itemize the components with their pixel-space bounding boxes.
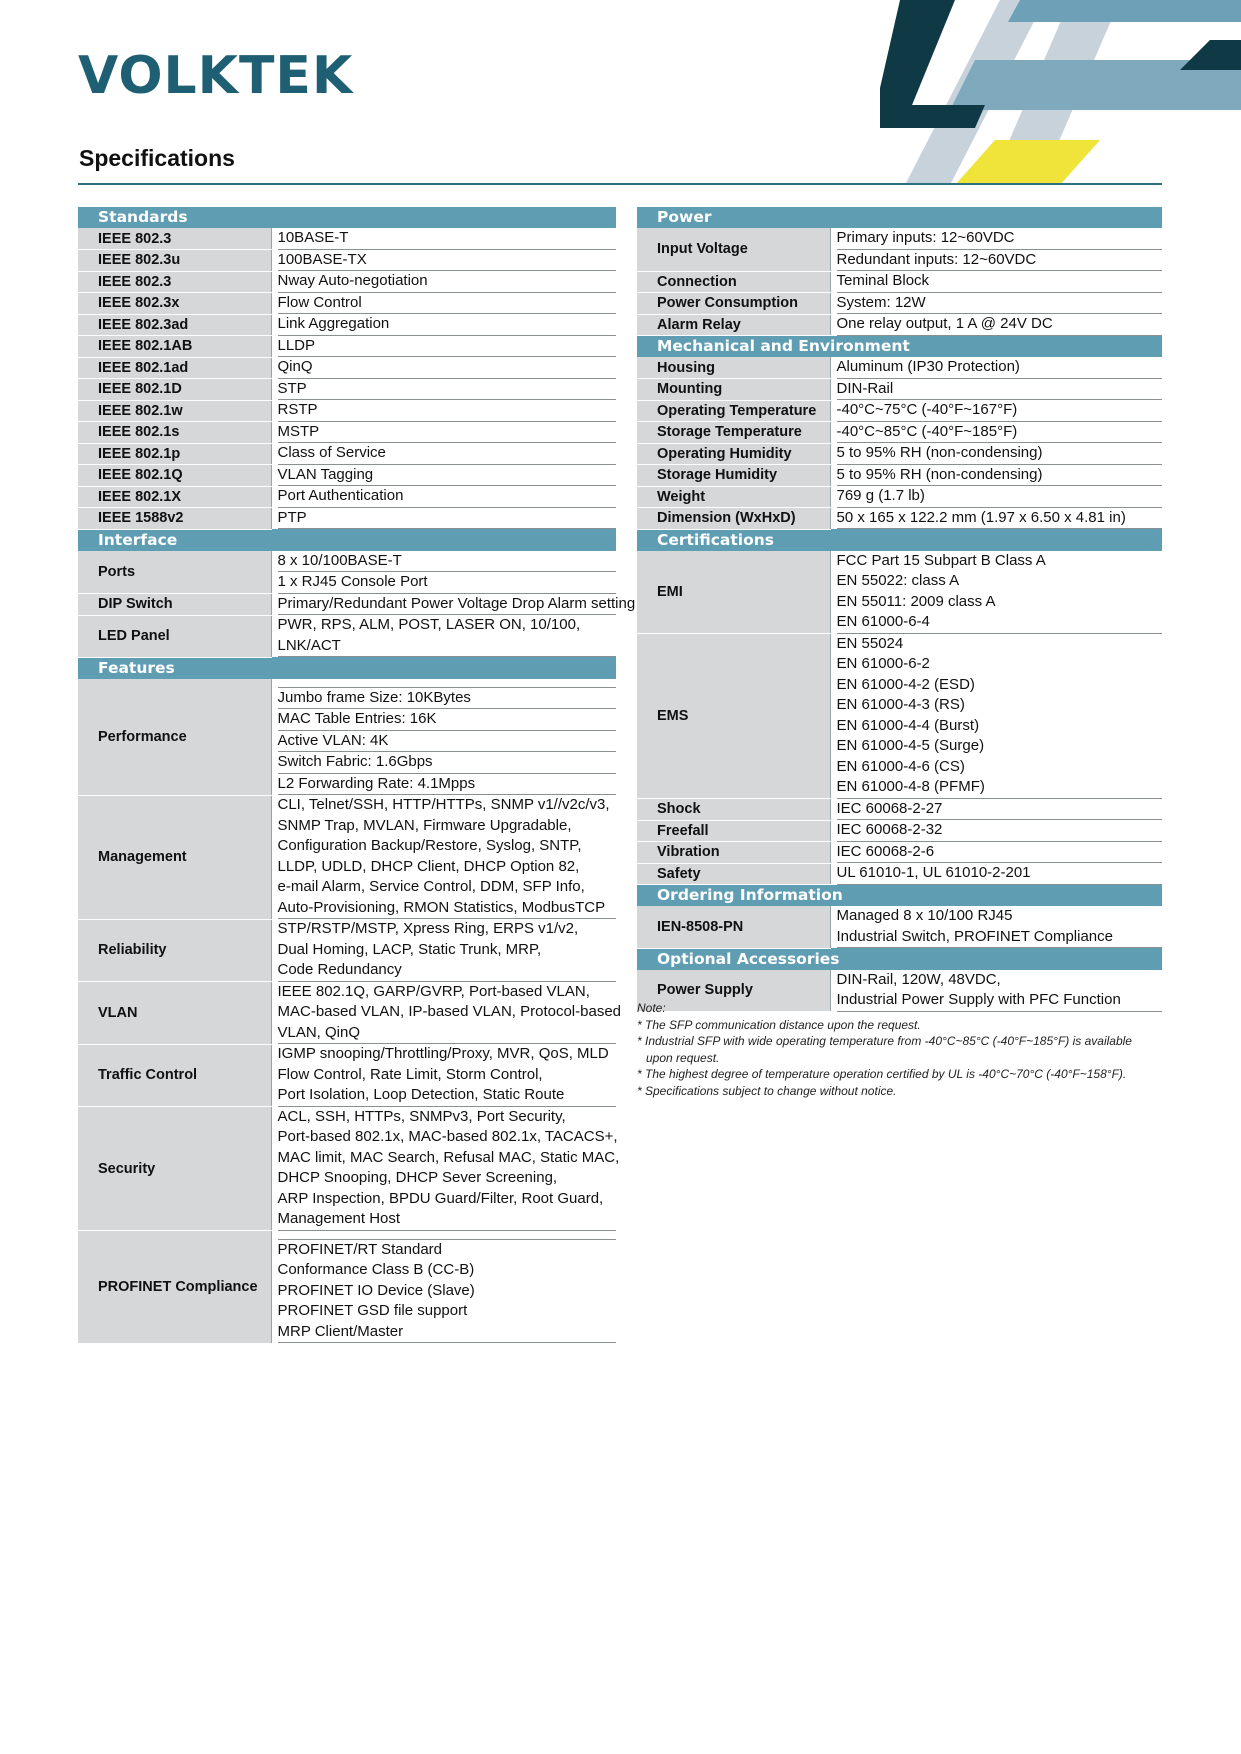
spec-value-line: Auto-Provisioning, RMON Statistics, ModbusTCP <box>278 898 617 920</box>
spec-value-line: EN 55022: class A <box>836 572 960 589</box>
spec-value <box>271 1231 616 1344</box>
section-title: Optional Accessories <box>637 948 1162 970</box>
spec-value-line: MRP Client/Master <box>278 1322 617 1344</box>
spec-value <box>271 443 616 465</box>
spec-key: VLAN <box>78 982 271 1045</box>
spec-value <box>271 919 616 982</box>
spec-value <box>271 314 616 336</box>
spec-key: Performance <box>78 679 271 796</box>
spec-row-housing <box>637 357 1162 379</box>
left-spec-column <box>78 207 636 1344</box>
spec-value-line: ARP Inspection, BPDU Guard/Filter, Root Guard, <box>277 1189 604 1207</box>
spec-value-line: EN 55024 <box>836 634 904 652</box>
spec-value-line: Flow Control, Rate Limit, Storm Control, <box>277 1065 543 1083</box>
spec-key: Storage Temperature <box>637 422 830 444</box>
spec-row-freefall <box>637 820 1162 842</box>
spec-key: IEEE 802.1s <box>78 422 271 444</box>
spec-value-line: Flow Control <box>278 293 617 315</box>
spec-value <box>271 357 616 379</box>
spec-value <box>271 615 616 657</box>
spec-value-line: 769 g (1.7 lb) <box>837 486 1163 508</box>
spec-row-led-panel <box>78 615 616 657</box>
spec-row-vibration <box>637 842 1162 864</box>
spec-value <box>271 379 616 401</box>
spec-key: EMS <box>637 634 830 799</box>
spec-row-operating-humidity <box>637 443 1162 465</box>
spec-value <box>830 799 1162 821</box>
spec-value <box>271 465 616 487</box>
spacer <box>278 1231 617 1240</box>
spec-value-line: LLDP, UDLD, DHCP Client, DHCP Option 82, <box>277 857 580 875</box>
spec-value <box>830 842 1162 864</box>
spec-key: LED Panel <box>78 615 271 657</box>
spec-row-ems <box>637 634 1162 799</box>
spec-value-line: System: 12W <box>837 293 1163 315</box>
spec-row-input-voltage <box>637 228 1162 271</box>
spec-value-line: EN 61000-4-3 (RS) <box>836 696 965 713</box>
notes-block <box>637 1000 1167 1099</box>
spec-value <box>271 228 616 250</box>
spec-row-ieee-802-1q <box>78 465 616 487</box>
spec-key: Power Supply <box>637 970 830 1012</box>
spec-value-line: EN 61000-4-6 (CS) <box>836 757 965 775</box>
spec-key: Freefall <box>637 820 830 842</box>
section-title: Features <box>78 657 616 679</box>
spacer <box>278 679 617 688</box>
spec-value-line: UL 61010-1, UL 61010-2-201 <box>837 863 1163 885</box>
spec-row-mounting <box>637 379 1162 401</box>
spec-value-line: 5 to 95% RH (non-condensing) <box>837 443 1163 465</box>
spec-value-line: DHCP Snooping, DHCP Sever Screening, <box>277 1169 558 1186</box>
spec-value <box>830 863 1162 885</box>
spec-value-line: EN 61000-4-8 (PFMF) <box>837 777 1163 799</box>
spec-value <box>830 820 1162 842</box>
spec-value-line: Managed 8 x 10/100 RJ45 <box>836 907 1013 924</box>
spec-value <box>271 422 616 444</box>
spec-row-profinet-compliance <box>78 1231 616 1344</box>
spec-row-storage-humidity <box>637 465 1162 487</box>
note-line: * Specifications subject to change without notice. <box>637 1083 897 1098</box>
right-spec-column <box>637 207 1162 1012</box>
dark-stripe <box>880 0 955 110</box>
section-title: Interface <box>78 529 616 551</box>
spec-value <box>830 634 1162 799</box>
spec-key: Input Voltage <box>637 228 830 271</box>
spec-row-power-consumption <box>637 293 1162 315</box>
spec-value-line: DIN-Rail <box>837 379 1163 401</box>
spec-key: IEEE 802.1Q <box>78 465 271 487</box>
spec-value-line: 100BASE-TX <box>278 250 617 272</box>
spec-value-line: Industrial Power Supply with PFC Function <box>837 990 1163 1012</box>
spec-key: PROFINET Compliance <box>78 1231 271 1344</box>
spec-value-line: PROFINET IO Device (Slave) <box>277 1281 475 1299</box>
spec-value-line: Class of Service <box>278 443 617 465</box>
spec-row-operating-temperature <box>637 400 1162 422</box>
note-line: * The highest degree of temperature operation certified by UL is -40°C~70°C (-40°F~158°F). <box>637 1067 1127 1081</box>
spec-value <box>830 422 1162 444</box>
spec-value-line: Teminal Block <box>837 271 1163 293</box>
spec-value <box>271 1107 620 1231</box>
spec-value <box>271 486 616 508</box>
notes-heading: Note: <box>637 1001 666 1015</box>
spec-row-vlan <box>78 982 616 1045</box>
spec-row-ien-8508-pn <box>637 906 1162 948</box>
spec-value-line: Industrial Switch, PROFINET Compliance <box>837 927 1163 949</box>
section-header-power <box>637 207 1162 228</box>
spec-value <box>271 551 616 594</box>
spec-row-alarm-relay <box>637 314 1162 336</box>
spec-value-line: MAC-based VLAN, IP-based VLAN, Protocol-based <box>277 1003 621 1020</box>
spec-key: IEEE 802.3 <box>78 228 271 250</box>
spec-row-ieee-802-1p <box>78 443 616 465</box>
spec-key: Operating Temperature <box>637 400 830 422</box>
spec-value-line: LNK/ACT <box>278 636 617 658</box>
spec-value-line: EN 61000-4-4 (Burst) <box>836 716 980 734</box>
spec-value-line: Aluminum (IP30 Protection) <box>837 357 1163 379</box>
spec-value-line: Port-based 802.1x, MAC-based 802.1x, TACACS+, <box>277 1128 618 1145</box>
spec-value-line: 50 x 165 x 122.2 mm (1.97 x 6.50 x 4.81 in) <box>837 508 1163 530</box>
spec-value <box>830 400 1162 422</box>
spec-value-line: IEC 60068-2-27 <box>837 799 1163 821</box>
spec-row-traffic-control <box>78 1044 616 1107</box>
spec-value <box>830 228 1162 271</box>
spec-value-line: 10BASE-T <box>278 228 617 250</box>
spec-row-weight <box>637 486 1162 508</box>
spec-key: Traffic Control <box>78 1044 271 1107</box>
spec-row-ports <box>78 551 616 594</box>
spec-value-line: STP <box>278 379 617 401</box>
spec-key: Ports <box>78 551 271 594</box>
section-header-features <box>78 657 616 679</box>
spec-key: Reliability <box>78 919 271 982</box>
spec-value <box>830 551 1162 634</box>
right-spec-table <box>637 207 1162 1012</box>
spec-value-line: -40°C~75°C (-40°F~167°F) <box>837 400 1163 422</box>
spec-value-line: EN 61000-4-2 (ESD) <box>836 675 975 693</box>
spec-value <box>271 679 616 796</box>
spec-value <box>830 443 1162 465</box>
spec-value <box>830 465 1162 487</box>
spec-key: Operating Humidity <box>637 443 830 465</box>
spec-value-line: Nway Auto-negotiation <box>278 271 617 293</box>
spec-value <box>830 379 1162 401</box>
spec-row-management <box>78 795 616 919</box>
section-header-certifications <box>637 529 1162 551</box>
spec-value-line: Port Authentication <box>278 486 617 508</box>
spec-key: DIP Switch <box>78 594 271 616</box>
spec-key: IEEE 802.3 <box>78 271 271 293</box>
spec-value-line: LLDP <box>278 336 617 358</box>
spec-value-line: QinQ <box>278 357 617 379</box>
title-divider <box>78 183 1162 185</box>
spec-value <box>830 906 1162 948</box>
spec-value-line: RSTP <box>278 400 617 422</box>
spec-value <box>830 314 1162 336</box>
spec-key: Storage Humidity <box>637 465 830 487</box>
spec-row-performance <box>78 679 616 796</box>
section-title: Ordering Information <box>637 885 1162 907</box>
section-title: Mechanical and Environment <box>637 336 1162 358</box>
spec-row-ieee-1588v2 <box>78 508 616 530</box>
section-title: Standards <box>78 207 616 228</box>
spec-value-line: Management Host <box>278 1209 617 1231</box>
spec-row-shock <box>637 799 1162 821</box>
spec-value-line: e-mail Alarm, Service Control, DDM, SFP Info, <box>277 878 585 895</box>
page-title: Specifications <box>79 145 235 171</box>
spec-key: Power Consumption <box>637 293 830 315</box>
spec-key: Vibration <box>637 842 830 864</box>
spec-key: Security <box>78 1107 271 1231</box>
spec-row-reliability <box>78 919 616 982</box>
spec-row-ieee-802-3x <box>78 293 616 315</box>
spec-value-line: 8 x 10/100BASE-T <box>278 551 617 573</box>
spec-value <box>830 486 1162 508</box>
spec-key: IEEE 802.3x <box>78 293 271 315</box>
spec-row-ieee-802-1s <box>78 422 616 444</box>
spec-value-line: -40°C~85°C (-40°F~185°F) <box>837 422 1163 444</box>
spec-row-ieee-802-1d <box>78 379 616 401</box>
spec-value <box>271 508 616 530</box>
section-header-mechanical-and-environment <box>637 336 1162 358</box>
spec-key: Weight <box>637 486 830 508</box>
spec-key: IEEE 802.1AB <box>78 336 271 358</box>
spec-value-line: Conformance Class B (CC-B) <box>277 1261 475 1278</box>
note-line: * Industrial SFP with wide operating temperature from -40°C~85°C (-40°F~185°F) is available <box>637 1034 1132 1048</box>
spec-key: Connection <box>637 271 830 293</box>
spec-value-line: IGMP snooping/Throttling/Proxy, MVR, QoS, MLD <box>277 1045 609 1062</box>
spec-value-line: IEEE 802.1Q, GARP/GVRP, Port-based VLAN, <box>277 982 590 1000</box>
dark-stripe <box>880 105 985 128</box>
spec-value-line: 5 to 95% RH (non-condensing) <box>837 465 1163 487</box>
yellow-stripe <box>955 140 1100 185</box>
spec-value-line: MAC Table Entries: 16K <box>278 709 617 731</box>
spec-value <box>271 271 616 293</box>
dark-stripe <box>1180 40 1241 70</box>
spec-key: Housing <box>637 357 830 379</box>
spec-row-safety <box>637 863 1162 885</box>
spec-row-ieee-802-1w <box>78 400 616 422</box>
spec-value-line: One relay output, 1 A @ 24V DC <box>837 314 1163 336</box>
section-header-optional-accessories <box>637 948 1162 970</box>
spec-value-line: ACL, SSH, HTTPs, SNMPv3, Port Security, <box>277 1107 566 1125</box>
spec-value <box>271 1044 616 1107</box>
spec-row-dimension-wxhxd <box>637 508 1162 530</box>
spec-value-line: IEC 60068-2-6 <box>837 842 1163 864</box>
spec-value-line: MAC limit, MAC Search, Refusal MAC, Static MAC, <box>277 1148 620 1166</box>
brand-logo: VOLKTEK <box>78 46 354 106</box>
spec-value <box>271 594 636 616</box>
section-title: Power <box>637 207 1162 228</box>
spec-value <box>271 982 621 1045</box>
spec-key: Safety <box>637 863 830 885</box>
spec-key: IEEE 802.1X <box>78 486 271 508</box>
spec-row-connection <box>637 271 1162 293</box>
spec-value-line: FCC Part 15 Subpart B Class A <box>836 551 1046 569</box>
spec-value-line: Link Aggregation <box>278 314 617 336</box>
spec-value-line: L2 Forwarding Rate: 4.1Mpps <box>278 774 617 796</box>
spec-value-line: EN 55011: 2009 class A <box>836 592 996 610</box>
spec-key: Dimension (WxHxD) <box>637 508 830 530</box>
spec-key: Shock <box>637 799 830 821</box>
spec-value <box>271 400 616 422</box>
note-line: upon request. <box>646 1050 720 1065</box>
spec-value <box>830 293 1162 315</box>
spec-key: Mounting <box>637 379 830 401</box>
spec-value-line: EN 61000-6-2 <box>836 655 930 672</box>
spec-key: IEEE 802.3ad <box>78 314 271 336</box>
spec-value-line: Dual Homing, LACP, Static Trunk, MRP, <box>277 940 542 958</box>
spec-row-security <box>78 1107 616 1231</box>
spec-value-line: Switch Fabric: 1.6Gbps <box>278 752 617 774</box>
spec-key: IEEE 802.1D <box>78 379 271 401</box>
spec-value-line: Jumbo frame Size: 10KBytes <box>278 688 617 710</box>
spec-value-line: Primary inputs: 12~60VDC <box>837 228 1163 250</box>
spec-value-line: STP/RSTP/MSTP, Xpress Ring, ERPS v1/v2, <box>277 920 579 937</box>
spec-value-line: EN 61000-4-5 (Surge) <box>836 737 985 754</box>
spec-key: IEEE 802.1w <box>78 400 271 422</box>
spec-value-line: SNMP Trap, MVLAN, Firmware Upgradable, <box>277 816 572 834</box>
spec-value-line: PROFINET GSD file support <box>277 1302 468 1319</box>
left-spec-table <box>78 207 636 1344</box>
spec-key: IEEE 802.1ad <box>78 357 271 379</box>
spec-key: EMI <box>637 551 830 634</box>
spec-value-line: Redundant inputs: 12~60VDC <box>837 250 1163 272</box>
section-header-ordering-information <box>637 885 1162 907</box>
spec-key: IEEE 802.1p <box>78 443 271 465</box>
spec-row-ieee-802-3 <box>78 271 616 293</box>
note-line: * The SFP communication distance upon the request. <box>637 1017 921 1032</box>
spec-row-storage-temperature <box>637 422 1162 444</box>
section-title: Certifications <box>637 529 1162 551</box>
spec-value <box>271 336 616 358</box>
spec-value-line: PWR, RPS, ALM, POST, LASER ON, 10/100, <box>277 616 581 633</box>
spec-value <box>271 250 616 272</box>
spec-value-line: VLAN Tagging <box>278 465 617 487</box>
spec-key: IEEE 1588v2 <box>78 508 271 530</box>
spec-value <box>271 795 616 919</box>
spec-value <box>830 357 1162 379</box>
spec-key: IEN-8508-PN <box>637 906 830 948</box>
spec-row-ieee-802-1ab <box>78 336 616 358</box>
spec-row-dip-switch <box>78 594 616 616</box>
spec-row-ieee-802-3ad <box>78 314 616 336</box>
spec-value-line: DIN-Rail, 120W, 48VDC, <box>836 970 1001 988</box>
spec-value-line: MSTP <box>278 422 617 444</box>
spec-value <box>271 293 616 315</box>
spec-row-emi <box>637 551 1162 634</box>
spec-value-line: VLAN, QinQ <box>278 1023 617 1045</box>
spec-value-line: Port Isolation, Loop Detection, Static Route <box>278 1085 617 1107</box>
spec-value-line: EN 61000-6-4 <box>837 612 1163 634</box>
spec-value-line: Code Redundancy <box>278 960 617 982</box>
section-header-standards <box>78 207 616 228</box>
spec-value-line: 1 x RJ45 Console Port <box>278 572 617 594</box>
spec-key: Management <box>78 795 271 919</box>
spec-value-line: PTP <box>278 508 617 530</box>
section-header-interface <box>78 529 616 551</box>
spec-value <box>830 271 1162 293</box>
spec-row-ieee-802-1ad <box>78 357 616 379</box>
spec-value-line: Configuration Backup/Restore, Syslog, SNTP, <box>277 837 582 854</box>
spec-value-line: CLI, Telnet/SSH, HTTP/HTTPs, SNMP v1//v2c/v3, <box>277 796 610 813</box>
spec-value-line: Active VLAN: 4K <box>278 731 617 753</box>
blue-stripe <box>1008 0 1241 22</box>
spec-row-ieee-802-3u <box>78 250 616 272</box>
spec-row-ieee-802-3 <box>78 228 616 250</box>
spec-key: Alarm Relay <box>637 314 830 336</box>
spec-row-ieee-802-1x <box>78 486 616 508</box>
spec-value <box>830 508 1162 530</box>
decorative-stripes-graphic <box>880 0 1241 185</box>
spec-value-line: PROFINET/RT Standard <box>277 1240 443 1258</box>
spec-value-line: IEC 60068-2-32 <box>837 820 1163 842</box>
spec-value-line: Primary/Redundant Power Voltage Drop Alarm setting <box>278 594 617 616</box>
spec-key: IEEE 802.3u <box>78 250 271 272</box>
